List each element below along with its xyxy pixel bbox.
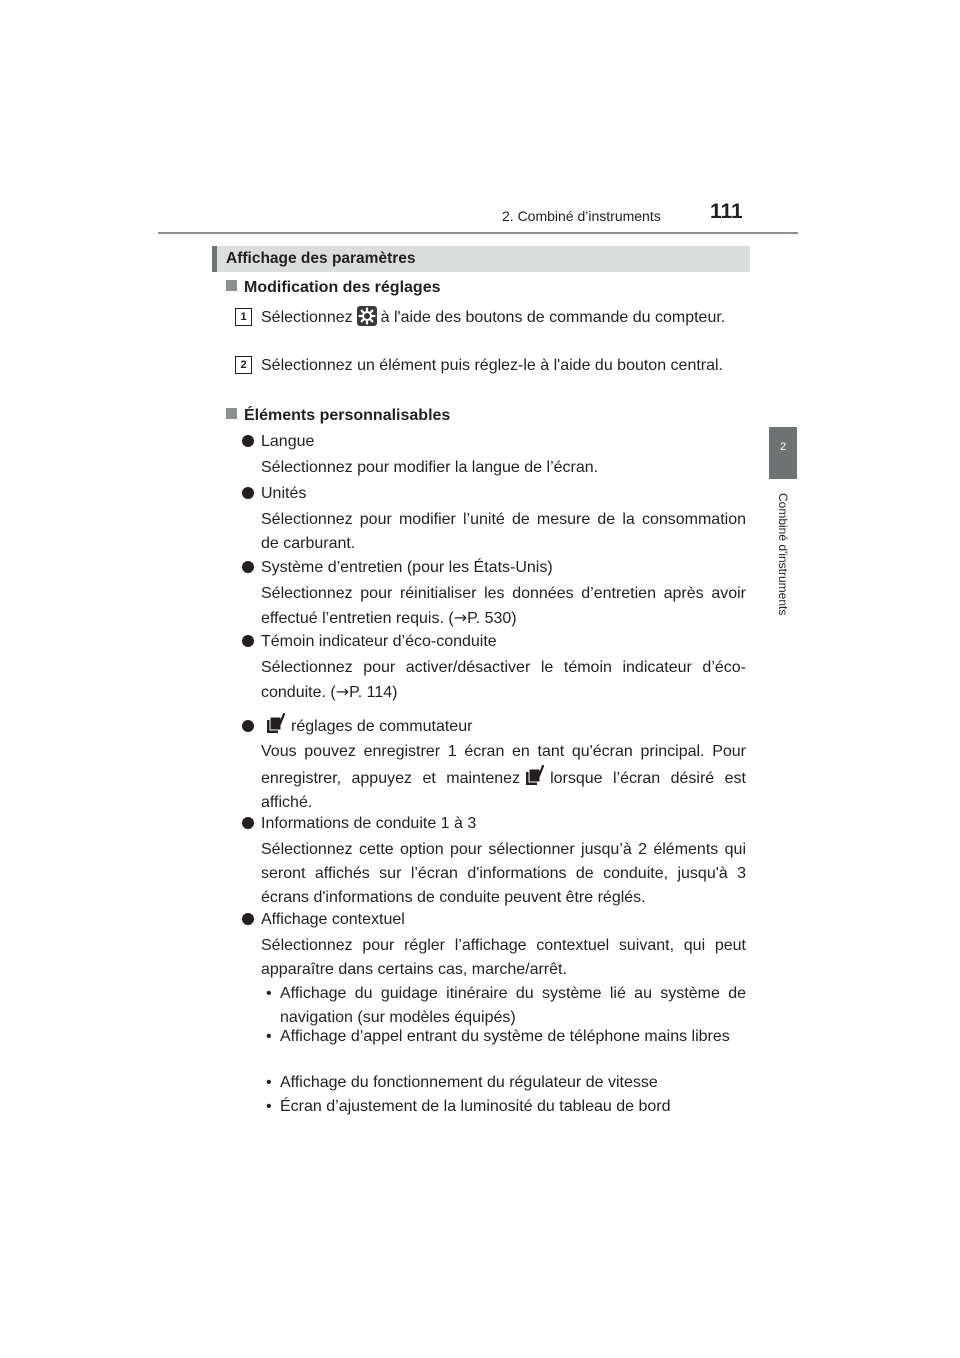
bullet-dot-icon (242, 487, 254, 499)
list-item-title: Langue (242, 430, 314, 454)
list-item-title: Témoin indicateur d’éco-conduite (242, 630, 497, 654)
page-reference[interactable]: P. 530) (467, 610, 517, 627)
reference-arrow: → (335, 682, 350, 701)
bullet-dot-icon (242, 435, 254, 447)
chapter-tab-label: Combiné d'instruments (776, 493, 790, 616)
list-item-title: Système d’entretien (pour les États-Unis) (242, 556, 553, 580)
step-number-1: 1 (235, 308, 252, 326)
list-item-desc: Sélectionnez cette option pour sélectionner jusqu’à 2 éléments qui seront affichés sur l’écran d'informations de conduite, jusqu'à 3 écrans d'informations de conduite peuvent être réglés. (261, 841, 746, 906)
popup-list-item: • Affichage du fonctionnement du régulateur de vitesse (266, 1074, 658, 1091)
step-1-text: Sélectionnez à l'aide des boutons de commande du compteur. (261, 306, 746, 330)
chapter-tab-number: 2 (779, 441, 787, 453)
page-reference[interactable]: P. 114) (349, 684, 398, 701)
switch-screen-icon (265, 712, 287, 736)
list-item-desc: Vous pouvez enregistrer 1 écran en tant qu'écran principal. Pour enregistrer, appuyez et maintenez lorsque l’écran désiré est affiché. (261, 743, 746, 811)
step-2-text: Sélectionnez un élément puis réglez-le à l'aide du bouton central. (261, 357, 724, 374)
step-number-2: 2 (235, 356, 252, 374)
page-number: 111 (710, 200, 743, 223)
popup-list-item: • Affichage d’appel entrant du système de téléphone mains libres (266, 1028, 730, 1045)
list-item-title: Unités (242, 482, 306, 506)
header-rule (158, 232, 798, 234)
list-item-desc: Sélectionnez pour régler l’affichage contextuel suivant, qui peut apparaître dans certains cas, marche/arrêt. (261, 937, 746, 978)
subheading-custom-items: Éléments personnalisables (226, 407, 450, 425)
square-bullet-icon (226, 280, 237, 291)
list-item-desc: Sélectionnez pour modifier la langue de l’écran. (261, 459, 599, 476)
list-item-desc: Sélectionnez pour activer/désactiver le témoin indicateur d’éco-conduite. (→P. 114) (261, 659, 746, 701)
list-item-desc: Sélectionnez pour modifier l’unité de mesure de la consommation de carburant. (261, 511, 746, 552)
switch-screen-icon (524, 764, 546, 788)
reference-arrow: → (453, 608, 468, 627)
section-header (212, 246, 750, 272)
bullet-dot-icon (242, 635, 254, 647)
section-title: Affichage des paramètres (226, 250, 416, 267)
chapter-tab-label-wrap (769, 493, 797, 643)
gear-icon (357, 306, 377, 326)
chapter-title: 2. Combiné d’instruments (502, 208, 661, 224)
chapter-tab (769, 427, 797, 479)
list-item-title: réglages de commutateur (242, 712, 472, 739)
popup-list-item: • Affichage du guidage itinéraire du système lié au système de navigation (sur modèles équipés) (266, 985, 746, 1026)
list-item-desc: Sélectionnez pour réinitialiser les données d’entretien après avoir effectué l’entretien requis. (→P. 530) (261, 585, 746, 627)
square-bullet-icon (226, 408, 237, 419)
subheading-settings-change: Modification des réglages (226, 279, 440, 297)
bullet-dot-icon (242, 817, 254, 829)
list-item-title: Informations de conduite 1 à 3 (242, 812, 476, 836)
popup-list-item: • Écran d’ajustement de la luminosité du tableau de bord (266, 1098, 671, 1115)
bullet-dot-icon (242, 561, 254, 573)
bullet-dot-icon (242, 720, 254, 732)
list-item-title: Affichage contextuel (242, 908, 405, 932)
bullet-dot-icon (242, 913, 254, 925)
